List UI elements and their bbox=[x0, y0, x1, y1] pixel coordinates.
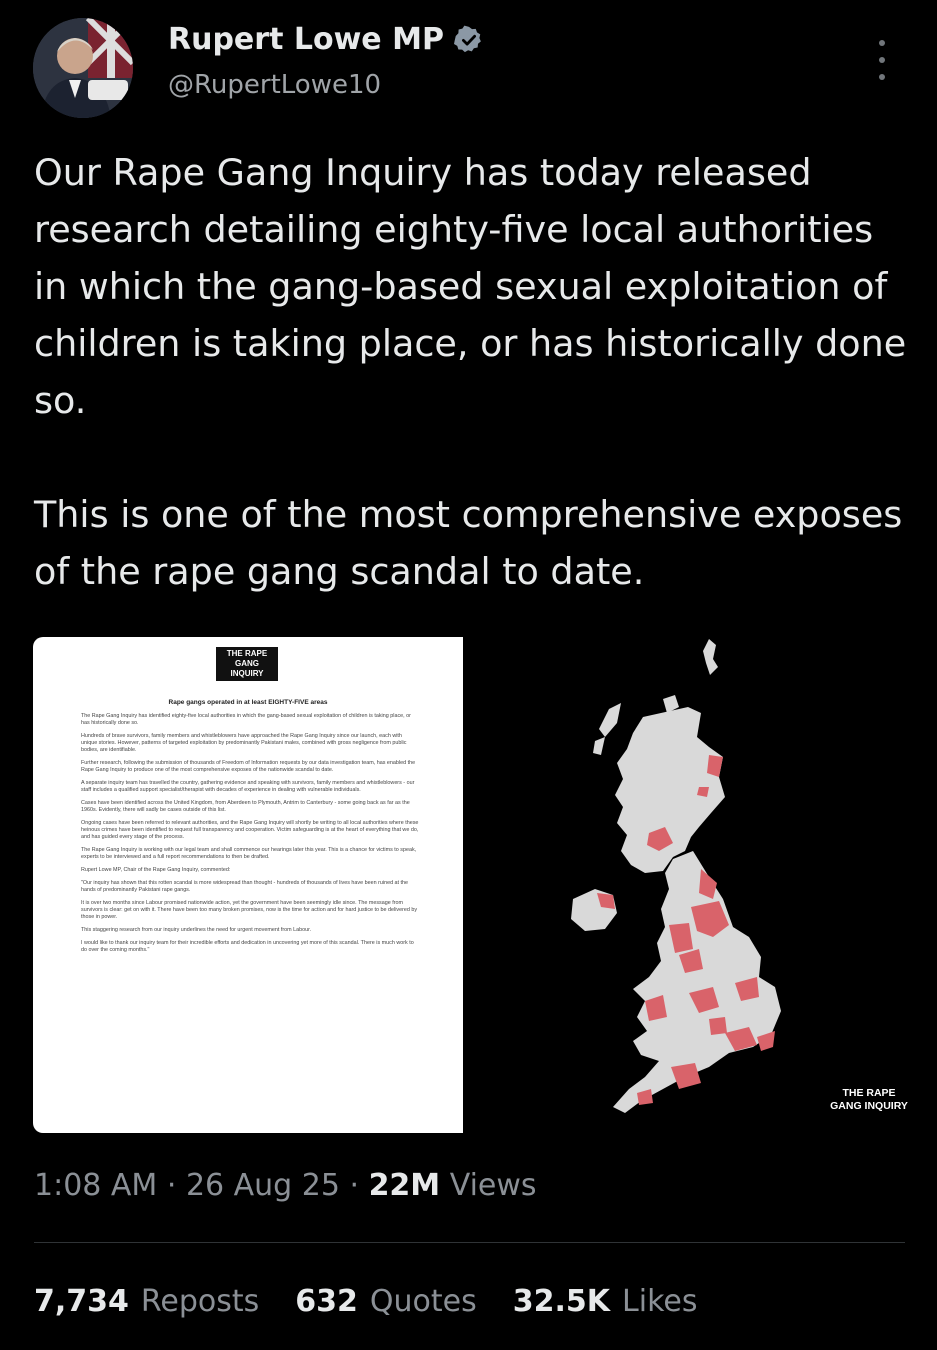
quotes-stat[interactable] bbox=[295, 1284, 476, 1319]
map-region-hebrides-south bbox=[593, 737, 605, 755]
document-paragraph: Hundreds of brave survivors, family members and whistleblowers have approached the Rape Gang Inquiry since our launch, each with unique stories. However, patterns of targeted exploitation by predominantly Pakistani males, combined with gross negligence from public bodies, are identifiable. bbox=[81, 733, 407, 753]
author-name[interactable] bbox=[168, 22, 484, 57]
document-paragraph: "Our inquiry has shown that this rotten scandal is more widespread than thought - hundreds of thousands of lives have been ruined at the hands of predominantly Pakistani rape gangs. bbox=[81, 880, 409, 893]
tweet-media[interactable] bbox=[33, 637, 908, 1133]
document-title: Rape gangs operated in at least EIGHTY-FIVE areas bbox=[168, 699, 328, 706]
map-region-shetland bbox=[703, 639, 718, 675]
inquiry-logo bbox=[216, 647, 278, 681]
reposts-count: 7,734 bbox=[34, 1284, 129, 1319]
verified-badge-icon bbox=[454, 25, 484, 55]
views-count: 22M bbox=[368, 1168, 441, 1203]
map-region-aberdeen bbox=[707, 755, 723, 777]
likes-stat[interactable] bbox=[513, 1284, 698, 1319]
document-paragraph: A separate inquiry team has travelled the country, gathering evidence and speaking with survivors, family members and whistleblowers - our staff includes a qualified support specialist/therapist with decades of experience in dealing with vulnerable individuals. bbox=[81, 780, 415, 793]
document-paragraph: Cases have been identified across the United Kingdom, from Aberdeen to Plymouth, Antrim to Canterbury - some going back as far as the 1960s. Evidently, there will sadly be cases outside of this list. bbox=[81, 800, 410, 813]
document-paragraph: I would like to thank our inquiry team for their incredible efforts and dedication in uncovering yet more of this scandal. There is much work to do over the coming months." bbox=[81, 940, 414, 953]
map-region-hebrides bbox=[599, 703, 621, 737]
doc-logo-text: THE RAPE GANG INQUIRY bbox=[226, 649, 268, 678]
reposts-stat[interactable] bbox=[34, 1284, 259, 1319]
tweet-text: Our Rape Gang Inquiry has today released research detailing eighty-five local authorities in which the gang-based sexual exploitation of children is taking place, or has historically done so. This is one of the most comprehensive exposes of the rape gang scandal to date. bbox=[34, 151, 907, 593]
press-release-document bbox=[33, 637, 463, 1133]
document-paragraph: Rupert Lowe MP, Chair of the Rape Gang Inquiry, commented: bbox=[81, 867, 231, 873]
author-handle[interactable]: @RupertLowe10 bbox=[168, 70, 382, 100]
reposts-label: Reposts bbox=[140, 1284, 260, 1319]
views-label: Views bbox=[449, 1168, 537, 1203]
likes-count: 32.5K bbox=[512, 1284, 611, 1319]
avatar[interactable] bbox=[33, 18, 133, 118]
document-paragraph: The Rape Gang Inquiry is working with our legal team and shall commence our hearings later this year. This is a chance for victims to speak, experts to be interviewed and a full report recommendations to then be drafted. bbox=[81, 847, 417, 860]
likes-label: Likes bbox=[622, 1284, 698, 1319]
divider bbox=[34, 1242, 905, 1243]
tweet-time[interactable]: 1:08 AM bbox=[34, 1168, 158, 1203]
engagement-stats bbox=[34, 1284, 697, 1319]
map-region-oxford bbox=[709, 1017, 727, 1035]
quotes-label: Quotes bbox=[369, 1284, 477, 1319]
more-options-icon[interactable] bbox=[872, 40, 892, 80]
map-inquiry-logo: THE RAPE GANG INQUIRY bbox=[830, 1087, 908, 1112]
document-paragraph: This staggering research from our inquiry underlines the need for urgent movement from Labour. bbox=[81, 927, 312, 933]
document-paragraph: It is over two months since Labour promised nationwide action, yet the government have been seemingly idle since. The message from survivors is clear: get on with it. There have been too many broken promises, now is the time for action and for hard justice to be delivered by those in power. bbox=[81, 900, 418, 920]
document-body bbox=[81, 713, 419, 960]
author-name-text[interactable]: Rupert Lowe MP bbox=[168, 22, 444, 57]
document-paragraph: Further research, following the submission of thousands of Freedom of Information requests by our data investigation team, has enabled the Rape Gang Inquiry to produce one of the most comprehensive exposes of the nationwide scandal to date. bbox=[81, 760, 416, 773]
tweet-date[interactable]: 26 Aug 25 bbox=[185, 1168, 340, 1203]
tweet-meta: 1:08 AM · 26 Aug 25 · 22M Views bbox=[34, 1168, 537, 1203]
document-paragraph: Ongoing cases have been referred to relevant authorities, and the Rape Gang Inquiry will shortly be writing to all local authorities where these heinous crimes have been identified to request full transparency and cooperation. Victim safeguarding is at the heart of everything that we do, and has guided every stage of the process. bbox=[81, 820, 419, 840]
quotes-count: 632 bbox=[295, 1284, 358, 1319]
document-paragraph: The Rape Gang Inquiry has identified eighty-five local authorities in which the gang-based sexual exploitation of children is taking place, or has historically done so. bbox=[81, 713, 411, 726]
map-region-scotland bbox=[615, 707, 725, 873]
uk-map-graphic bbox=[513, 637, 823, 1133]
